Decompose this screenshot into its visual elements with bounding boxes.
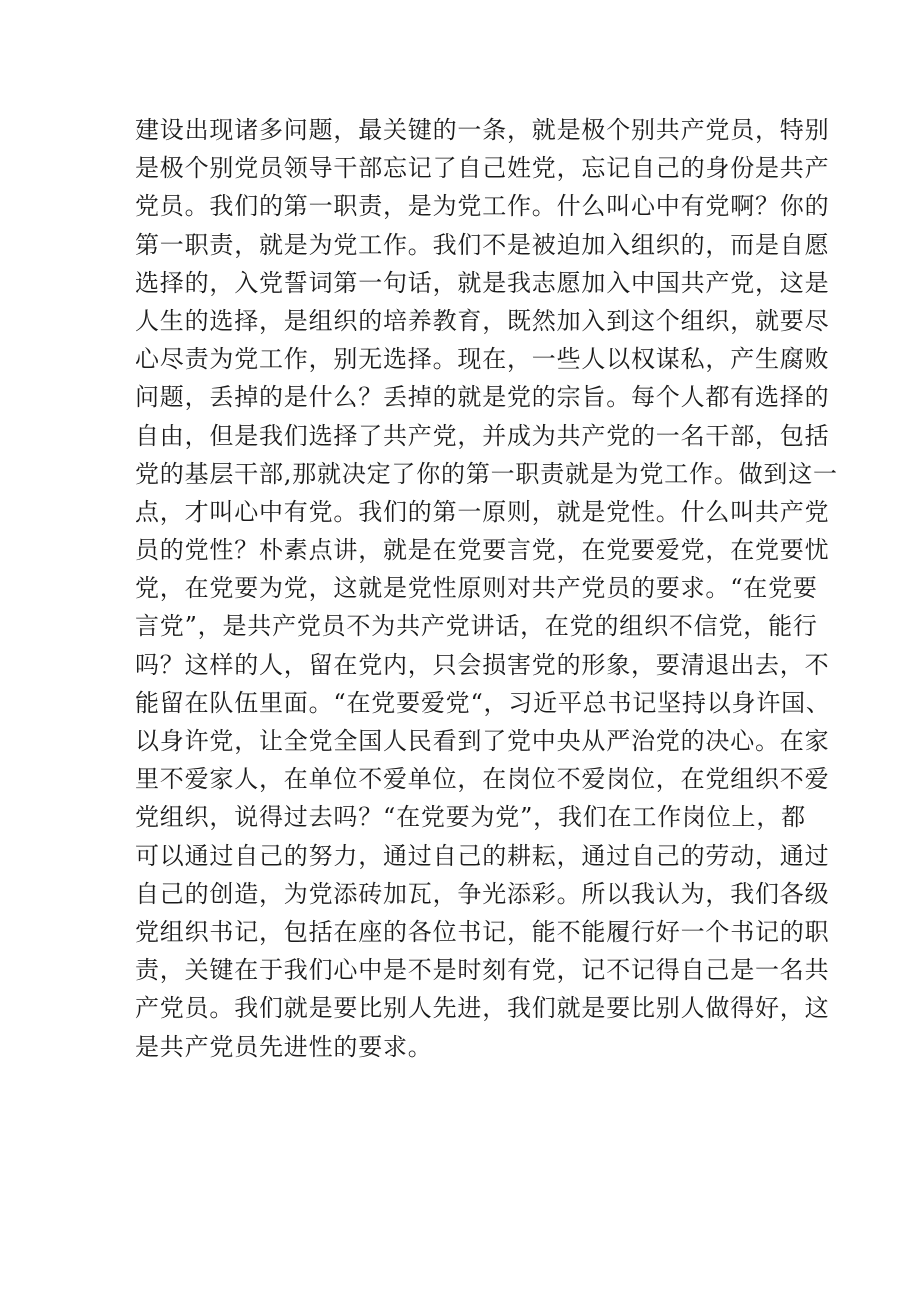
text-line: 第一职责，就是为党工作。我们不是被迫加入组织的，而是自愿 bbox=[135, 230, 830, 259]
text-line: 里不爱家人，在单位不爱单位，在岗位不爱岗位，在党组织不爱 bbox=[135, 765, 830, 794]
text-line: 能留在队伍里面。“在党要爱党“，习近平总书记坚持以身许国、 bbox=[135, 688, 831, 717]
text-line: 可以通过自己的努力，通过自己的耕耘，通过自己的劳动，通过 bbox=[135, 841, 830, 870]
text-line: 言党”，是共产党员不为共产党讲话，在党的组织不信党，能行 bbox=[135, 612, 818, 641]
text-line: 是共产党员先进性的要求。 bbox=[135, 1032, 433, 1061]
text-line: 党组织，说得过去吗？“在党要为党”，我们在工作岗位上，都 bbox=[135, 803, 806, 832]
text-line: 产党员。我们就是要比别人先进，我们就是要比别人做得好，这 bbox=[135, 994, 830, 1023]
text-line: 吗？这样的人，留在党内，只会损害党的形象，要清退出去，不 bbox=[135, 650, 830, 679]
text-line: 责，关键在于我们心中是不是时刻有党，记不记得自己是一名共 bbox=[135, 956, 830, 985]
text-line: 是极个别党员领导干部忘记了自己姓党，忘记自己的身份是共产 bbox=[135, 154, 830, 183]
text-line: 党的基层干部,那就决定了你的第一职责就是为党工作。做到这一 bbox=[135, 459, 838, 488]
text-line: 以身许党，让全党全国人民看到了党中央从严治党的决心。在家 bbox=[135, 727, 830, 755]
text-line: 党员。我们的第一职责，是为党工作。什么叫心中有党啊？你的 bbox=[135, 192, 830, 221]
text-line: 人生的选择，是组织的培养教育，既然加入到这个组织，就要尽 bbox=[135, 306, 830, 335]
text-line: 党，在党要为党，这就是党性原则对共产党员的要求。“在党要 bbox=[135, 574, 818, 603]
text-line: 自己的创造，为党添砖加瓦，争光添彩。所以我认为，我们各级 bbox=[135, 879, 830, 908]
text-line: 建设出现诸多问题，最关键的一条，就是极个别共产党员，特别 bbox=[135, 116, 830, 144]
body-paragraph bbox=[135, 111, 838, 1066]
text-line: 选择的，入党誓词第一句话，就是我志愿加入中国共产党，这是 bbox=[135, 268, 830, 297]
text-line: 党组织书记，包括在座的各位书记，能不能履行好一个书记的职 bbox=[135, 917, 830, 946]
text-line: 自由，但是我们选择了共产党，并成为共产党的一名干部，包括 bbox=[135, 421, 830, 450]
text-line: 点，才叫心中有党。我们的第一原则，就是党性。什么叫共产党 bbox=[135, 497, 830, 526]
text-line: 心尽责为党工作，别无选择。现在，一些人以权谋私，产生腐败 bbox=[135, 345, 830, 374]
text-line: 问题，丢掉的是什么？丢掉的就是党的宗旨。每个人都有选择的 bbox=[135, 383, 830, 412]
text-line: 员的党性？朴素点讲，就是在党要言党，在党要爱党，在党要忧 bbox=[135, 536, 830, 565]
